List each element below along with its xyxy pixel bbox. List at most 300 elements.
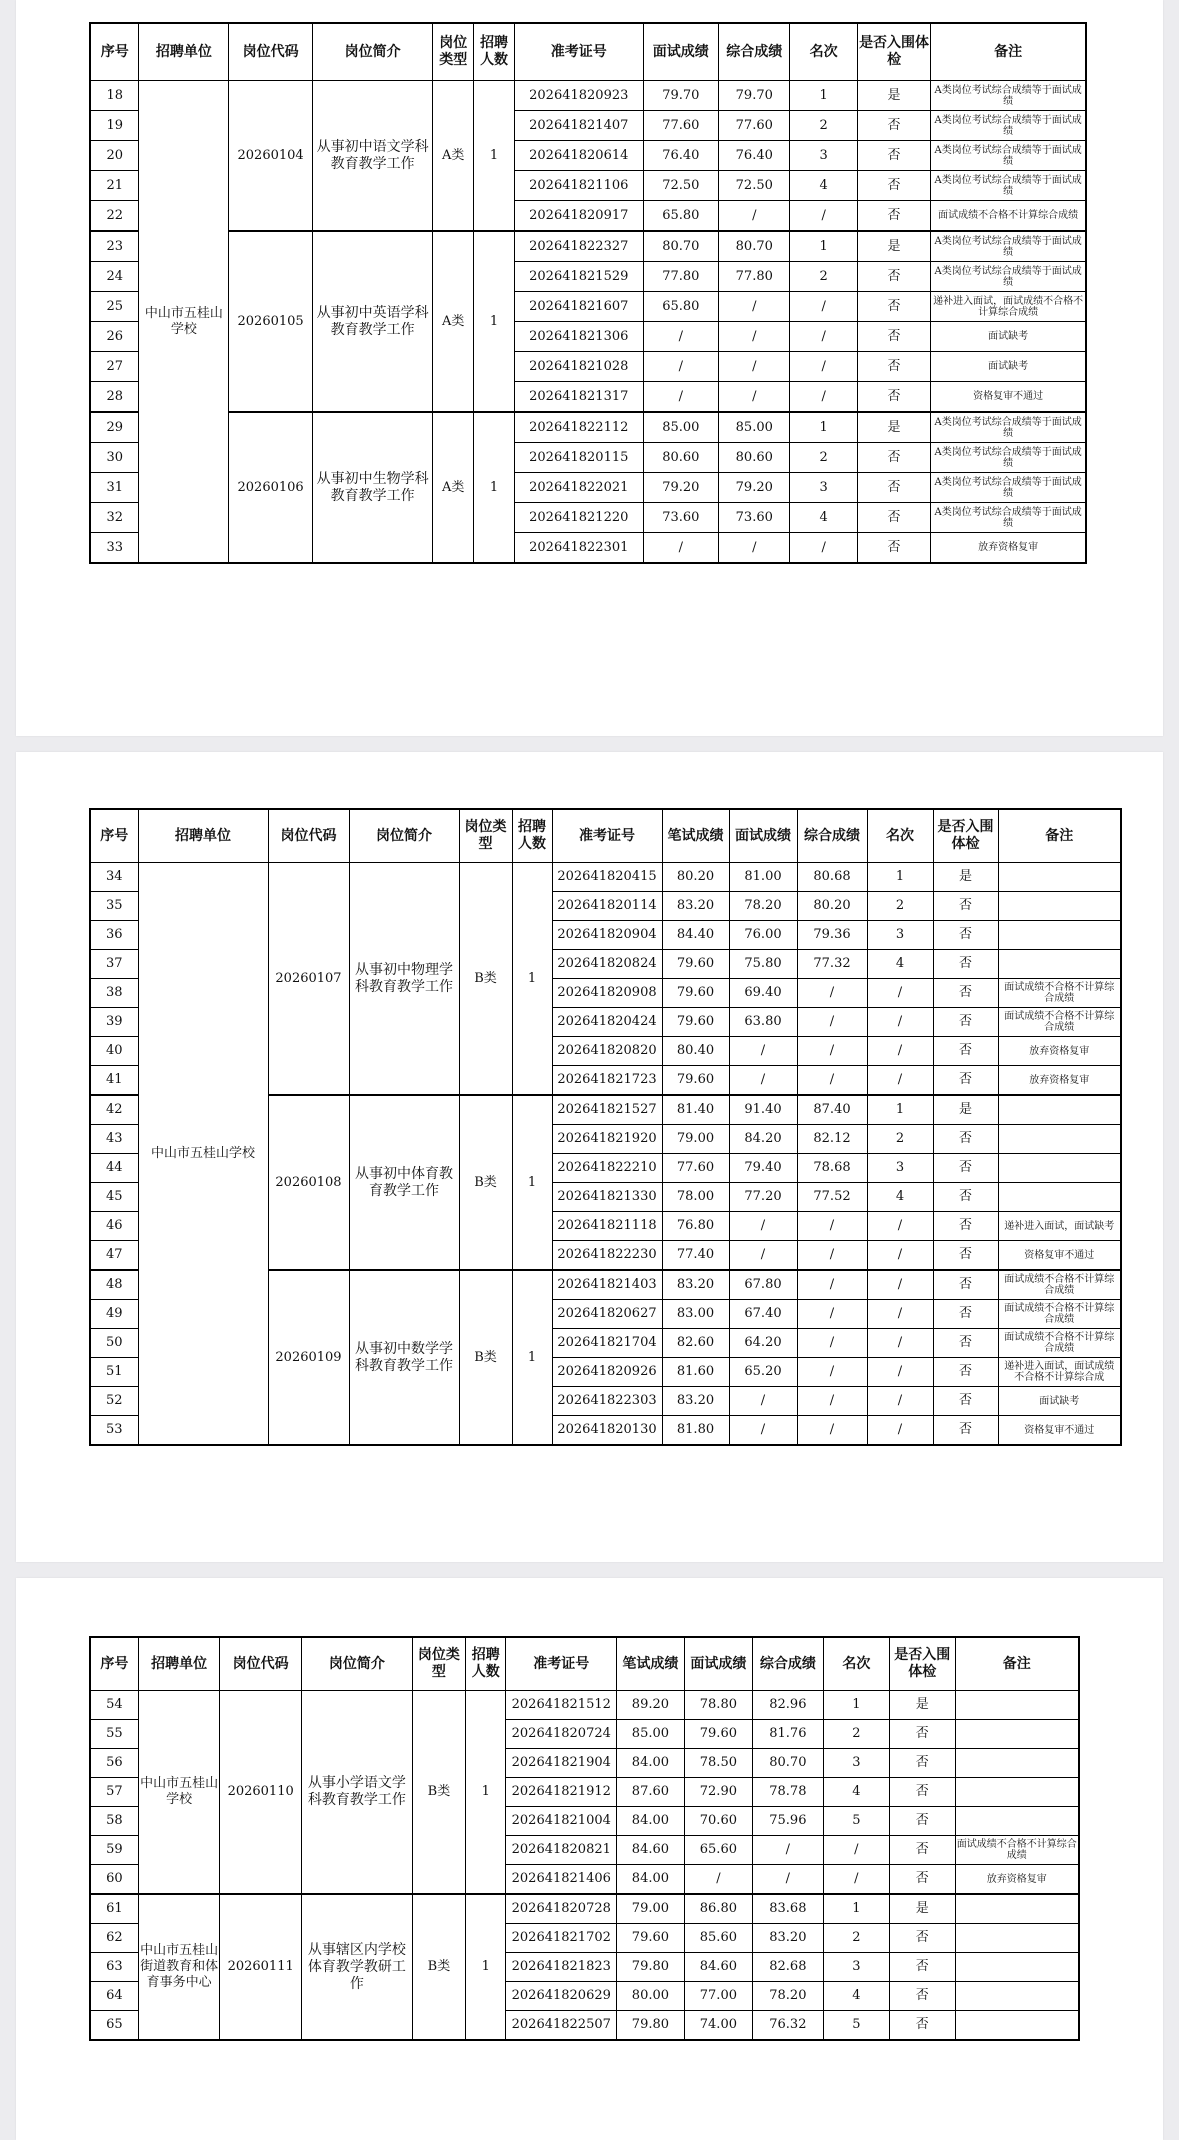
composite-score: 78.68 [797,1154,867,1183]
row-number: 33 [90,533,139,564]
composite-score: / [753,1836,823,1865]
position-type: B类 [412,1894,465,2040]
recruiting-unit: 中山市五桂山街道教育和体育事务中心 [138,1894,220,2040]
interview-score: 76.00 [729,921,797,950]
position-type: B类 [459,1095,512,1270]
exam-ticket-number: 202641821004 [506,1807,617,1836]
written-score: 89.20 [617,1691,684,1720]
interview-score: 80.60 [643,443,719,473]
written-score: 81.60 [662,1358,729,1387]
interview-score: 86.80 [684,1894,752,1924]
results-table-3 [89,1636,1080,2041]
ranking: / [790,201,857,232]
row-number: 61 [90,1894,138,1924]
exam-ticket-number: 202641821306 [514,322,643,352]
row-number: 31 [90,473,139,503]
composite-score: 78.78 [753,1778,823,1807]
composite-score: / [719,201,790,232]
medical-check-status: 否 [933,1066,998,1096]
ranking: / [867,1387,933,1416]
written-score: 79.60 [662,1066,729,1096]
position-type: B类 [412,1691,465,1895]
remark: 面试成绩不合格不计算综合成绩 [931,201,1086,232]
written-score: 76.80 [662,1212,729,1241]
hiring-count: 1 [474,412,515,563]
exam-ticket-number: 202641820130 [552,1416,662,1446]
row-number: 63 [90,1953,138,1982]
composite-score: 76.32 [753,2011,823,2041]
medical-check-status: 否 [857,443,930,473]
interview-score: / [729,1387,797,1416]
row-number: 39 [90,1008,138,1037]
ranking: 4 [790,503,857,533]
position-description: 从事初中生物学科教育教学工作 [312,412,432,563]
position-description: 从事初中物理学科教育教学工作 [349,863,459,1096]
position-code: 20260111 [220,1894,302,2040]
written-score: 79.80 [617,1953,684,1982]
row-number: 35 [90,892,138,921]
remark: A类岗位考试综合成绩等于面试成绩 [931,81,1086,111]
exam-ticket-number: 202641820629 [506,1982,617,2011]
exam-ticket-number: 202641821920 [552,1125,662,1154]
exam-ticket-number: 202641821317 [514,382,643,413]
medical-check-status: 是 [933,1095,998,1125]
remark: 资格复审不通过 [998,1241,1121,1271]
interview-score: 79.60 [684,1720,752,1749]
composite-score: 77.52 [797,1183,867,1212]
position-code: 20260110 [220,1691,302,1895]
composite-score: 75.96 [753,1807,823,1836]
exam-ticket-number: 202641820917 [514,201,643,232]
composite-score: 77.60 [719,111,790,141]
ranking: / [867,1066,933,1096]
composite-score: 82.12 [797,1125,867,1154]
exam-ticket-number: 202641820926 [552,1358,662,1387]
remark [998,950,1121,979]
interview-score: 79.20 [643,473,719,503]
results-table-1 [89,22,1087,564]
ranking: 2 [790,443,857,473]
remark: 放弃资格复审 [955,1865,1079,1895]
row-number: 27 [90,352,139,382]
row-number: 38 [90,979,138,1008]
interview-score: 65.60 [684,1836,752,1865]
interview-score: / [729,1066,797,1096]
row-number: 57 [90,1778,138,1807]
row-number: 46 [90,1212,138,1241]
medical-check-status: 否 [933,1300,998,1329]
exam-ticket-number: 202641821220 [514,503,643,533]
row-number: 52 [90,1387,138,1416]
written-score: 80.40 [662,1037,729,1066]
composite-score: / [719,533,790,564]
composite-score: / [797,1300,867,1329]
header-cell: 准考证号 [552,809,662,863]
header-cell: 综合成绩 [753,1637,823,1691]
exam-ticket-number: 202641820424 [552,1008,662,1037]
row-number: 20 [90,141,139,171]
written-score: 80.00 [617,1982,684,2011]
composite-score: / [797,1416,867,1446]
row-number: 21 [90,171,139,201]
written-score: 79.60 [662,1008,729,1037]
row-number: 59 [90,1836,138,1865]
table-row [90,1894,1079,1924]
table-row [90,81,1086,111]
written-score: 84.60 [617,1836,684,1865]
exam-ticket-number: 202641820415 [552,863,662,892]
row-number: 60 [90,1865,138,1895]
header-cell: 名次 [867,809,933,863]
medical-check-status: 否 [890,1982,955,2011]
header-cell: 招聘单位 [138,1637,220,1691]
remark [998,1154,1121,1183]
row-number: 22 [90,201,139,232]
exam-ticket-number: 202641820115 [514,443,643,473]
recruiting-unit: 中山市五桂山学校 [139,81,229,564]
header-cell: 名次 [790,23,857,81]
header-cell: 岗位简介 [301,1637,412,1691]
medical-check-status: 否 [890,1807,955,1836]
medical-check-status: 否 [857,322,930,352]
ranking: / [867,1212,933,1241]
hiring-count: 1 [466,1894,506,2040]
remark [955,1691,1079,1720]
ranking: 4 [790,171,857,201]
composite-score: / [753,1865,823,1895]
remark: A类岗位考试综合成绩等于面试成绩 [931,473,1086,503]
written-score: 81.40 [662,1095,729,1125]
written-score: 79.60 [662,950,729,979]
medical-check-status: 否 [933,1037,998,1066]
ranking: 2 [867,892,933,921]
composite-score: 82.68 [753,1953,823,1982]
medical-check-status: 否 [933,1416,998,1446]
exam-ticket-number: 202641820820 [552,1037,662,1066]
composite-score: 80.70 [753,1749,823,1778]
medical-check-status: 否 [857,352,930,382]
remark: A类岗位考试综合成绩等于面试成绩 [931,412,1086,443]
medical-check-status: 否 [857,201,930,232]
row-number: 58 [90,1807,138,1836]
exam-ticket-number: 202641822210 [552,1154,662,1183]
ranking: 3 [867,921,933,950]
row-number: 49 [90,1300,138,1329]
composite-score: / [797,1241,867,1271]
written-score: 83.00 [662,1300,729,1329]
header-cell: 名次 [823,1637,889,1691]
interview-score: 78.80 [684,1691,752,1720]
page-sheet-1 [16,0,1163,736]
interview-score: 79.40 [729,1154,797,1183]
position-code: 20260104 [229,81,313,232]
medical-check-status: 否 [857,503,930,533]
row-number: 65 [90,2011,138,2041]
composite-score: / [797,1066,867,1096]
written-score: 84.00 [617,1807,684,1836]
ranking: 4 [867,1183,933,1212]
composite-score: 83.20 [753,1924,823,1953]
header-cell: 序号 [90,809,138,863]
remark: 放弃资格复审 [998,1037,1121,1066]
remark: A类岗位考试综合成绩等于面试成绩 [931,443,1086,473]
header-cell: 岗位类型 [433,23,474,81]
exam-ticket-number: 202641820824 [552,950,662,979]
ranking: 3 [790,141,857,171]
ranking: / [867,1416,933,1446]
exam-ticket-number: 202641821529 [514,262,643,292]
remark: A类岗位考试综合成绩等于面试成绩 [931,231,1086,262]
row-number: 64 [90,1982,138,2011]
medical-check-status: 否 [933,1387,998,1416]
interview-score: 65.80 [643,292,719,322]
exam-ticket-number: 202641821823 [506,1953,617,1982]
header-cell: 序号 [90,1637,138,1691]
ranking: 2 [790,262,857,292]
written-score: 77.60 [662,1154,729,1183]
position-code: 20260109 [268,1270,349,1445]
interview-score: 63.80 [729,1008,797,1037]
exam-ticket-number: 202641821704 [552,1329,662,1358]
ranking: 4 [867,950,933,979]
exam-ticket-number: 202641822112 [514,412,643,443]
composite-score: 72.50 [719,171,790,201]
written-score: 81.80 [662,1416,729,1446]
interview-score: 77.00 [684,1982,752,2011]
composite-score: 79.36 [797,921,867,950]
row-number: 47 [90,1241,138,1271]
ranking: 1 [823,1691,889,1720]
remark [955,1720,1079,1749]
header-cell: 面试成绩 [643,23,719,81]
medical-check-status: 否 [857,382,930,413]
row-number: 41 [90,1066,138,1096]
medical-check-status: 是 [857,81,930,111]
ranking: 3 [823,1749,889,1778]
medical-check-status: 否 [890,1720,955,1749]
medical-check-status: 否 [857,111,930,141]
ranking: / [790,292,857,322]
written-score: 79.00 [617,1894,684,1924]
hiring-count: 1 [466,1691,506,1895]
ranking: / [867,1300,933,1329]
exam-ticket-number: 202641820904 [552,921,662,950]
composite-score: 87.40 [797,1095,867,1125]
position-description: 从事小学语文学科教育教学工作 [301,1691,412,1895]
header-cell: 招聘人数 [466,1637,506,1691]
medical-check-status: 否 [933,1154,998,1183]
ranking: 1 [790,412,857,443]
exam-ticket-number: 202641822327 [514,231,643,262]
row-number: 55 [90,1720,138,1749]
exam-ticket-number: 202641821607 [514,292,643,322]
position-description: 从事初中体育教育教学工作 [349,1095,459,1270]
medical-check-status: 否 [890,1924,955,1953]
interview-score: 64.20 [729,1329,797,1358]
written-score: 83.20 [662,892,729,921]
medical-check-status: 是 [890,1691,955,1720]
interview-score: 78.50 [684,1749,752,1778]
remark: 放弃资格复审 [998,1066,1121,1096]
header-cell: 综合成绩 [719,23,790,81]
medical-check-status: 否 [933,1125,998,1154]
ranking: 1 [790,81,857,111]
written-score: 77.40 [662,1241,729,1271]
exam-ticket-number: 202641822021 [514,473,643,503]
composite-score: / [797,1270,867,1300]
row-number: 37 [90,950,138,979]
position-code: 20260106 [229,412,313,563]
composite-score: 79.70 [719,81,790,111]
written-score: 79.00 [662,1125,729,1154]
remark: 面试缺考 [998,1387,1121,1416]
row-number: 51 [90,1358,138,1387]
interview-score: / [643,382,719,413]
medical-check-status: 否 [933,979,998,1008]
exam-ticket-number: 202641821407 [514,111,643,141]
interview-score: 77.80 [643,262,719,292]
interview-score: / [729,1212,797,1241]
exam-ticket-number: 202641821723 [552,1066,662,1096]
ranking: 1 [867,1095,933,1125]
medical-check-status: 否 [857,141,930,171]
remark: A类岗位考试综合成绩等于面试成绩 [931,111,1086,141]
interview-score: 72.90 [684,1778,752,1807]
row-number: 62 [90,1924,138,1953]
medical-check-status: 是 [857,412,930,443]
row-number: 53 [90,1416,138,1446]
ranking: / [790,322,857,352]
ranking: / [790,352,857,382]
medical-check-status: 否 [890,1836,955,1865]
row-number: 29 [90,412,139,443]
composite-score: / [719,322,790,352]
exam-ticket-number: 202641820614 [514,141,643,171]
page-sheet-2 [16,752,1163,1562]
ranking: 2 [867,1125,933,1154]
ranking: 4 [823,1778,889,1807]
ranking: 5 [823,1807,889,1836]
header-cell: 招聘人数 [474,23,515,81]
ranking: 2 [823,1720,889,1749]
row-number: 30 [90,443,139,473]
remark: 面试成绩不合格不计算综合成绩 [955,1836,1079,1865]
row-number: 48 [90,1270,138,1300]
interview-score: 67.80 [729,1270,797,1300]
position-code: 20260107 [268,863,349,1096]
ranking: 2 [790,111,857,141]
exam-ticket-number: 202641821403 [552,1270,662,1300]
interview-score: 77.60 [643,111,719,141]
exam-ticket-number: 202641821527 [552,1095,662,1125]
row-number: 42 [90,1095,138,1125]
composite-score: / [719,352,790,382]
row-number: 28 [90,382,139,413]
row-number: 32 [90,503,139,533]
written-score: 82.60 [662,1329,729,1358]
medical-check-status: 否 [933,1241,998,1271]
composite-score: / [797,1008,867,1037]
remark: 资格复审不通过 [998,1416,1121,1446]
row-number: 40 [90,1037,138,1066]
header-cell: 岗位类型 [412,1637,465,1691]
composite-score: / [797,979,867,1008]
medical-check-status: 否 [890,1749,955,1778]
exam-ticket-number: 202641821106 [514,171,643,201]
remark: 面试成绩不合格不计算综合成绩 [998,1270,1121,1300]
position-description: 从事初中英语学科教育教学工作 [312,231,432,412]
medical-check-status: 是 [857,231,930,262]
composite-score: 77.32 [797,950,867,979]
interview-score: 74.00 [684,2011,752,2041]
remark: 资格复审不通过 [931,382,1086,413]
interview-score: 67.40 [729,1300,797,1329]
remark [998,1095,1121,1125]
position-type: A类 [433,231,474,412]
header-cell: 招聘单位 [139,23,229,81]
recruiting-unit: 中山市五桂山学校 [138,1691,220,1895]
position-type: B类 [459,863,512,1096]
row-number: 18 [90,81,139,111]
interview-score: 78.20 [729,892,797,921]
hiring-count: 1 [512,1095,552,1270]
written-score: 84.00 [617,1865,684,1895]
interview-score: 79.70 [643,81,719,111]
remark [955,1807,1079,1836]
hiring-count: 1 [474,231,515,412]
remark: 递补进入面试，面试缺考 [998,1212,1121,1241]
exam-ticket-number: 202641820923 [514,81,643,111]
remark: 面试成绩不合格不计算综合成绩 [998,1329,1121,1358]
remark: 面试缺考 [931,352,1086,382]
remark [998,863,1121,892]
remark: A类岗位考试综合成绩等于面试成绩 [931,262,1086,292]
remark [955,1778,1079,1807]
interview-score: 69.40 [729,979,797,1008]
ranking: / [790,382,857,413]
ranking: / [823,1865,889,1895]
remark [955,1953,1079,1982]
exam-ticket-number: 202641821028 [514,352,643,382]
exam-ticket-number: 202641820908 [552,979,662,1008]
interview-score: 77.20 [729,1183,797,1212]
exam-ticket-number: 202641820627 [552,1300,662,1329]
row-number: 50 [90,1329,138,1358]
header-cell: 岗位代码 [220,1637,302,1691]
written-score: 79.60 [617,1924,684,1953]
medical-check-status: 否 [890,1953,955,1982]
exam-ticket-number: 202641822301 [514,533,643,564]
interview-score: 85.00 [643,412,719,443]
composite-score: / [797,1212,867,1241]
header-cell: 综合成绩 [797,809,867,863]
medical-check-status: 否 [857,533,930,564]
row-number: 24 [90,262,139,292]
header-cell: 面试成绩 [684,1637,752,1691]
header-cell: 准考证号 [506,1637,617,1691]
composite-score: / [797,1387,867,1416]
hiring-count: 1 [512,863,552,1096]
remark: 面试成绩不合格不计算综合成绩 [998,1008,1121,1037]
composite-score: 78.20 [753,1982,823,2011]
medical-check-status: 否 [857,171,930,201]
remark: 递补进入面试，面试成绩不合格不计算综合成绩 [931,292,1086,322]
remark: A类岗位考试综合成绩等于面试成绩 [931,141,1086,171]
composite-score: / [797,1329,867,1358]
composite-score: 80.60 [719,443,790,473]
row-number: 43 [90,1125,138,1154]
interview-score: 73.60 [643,503,719,533]
